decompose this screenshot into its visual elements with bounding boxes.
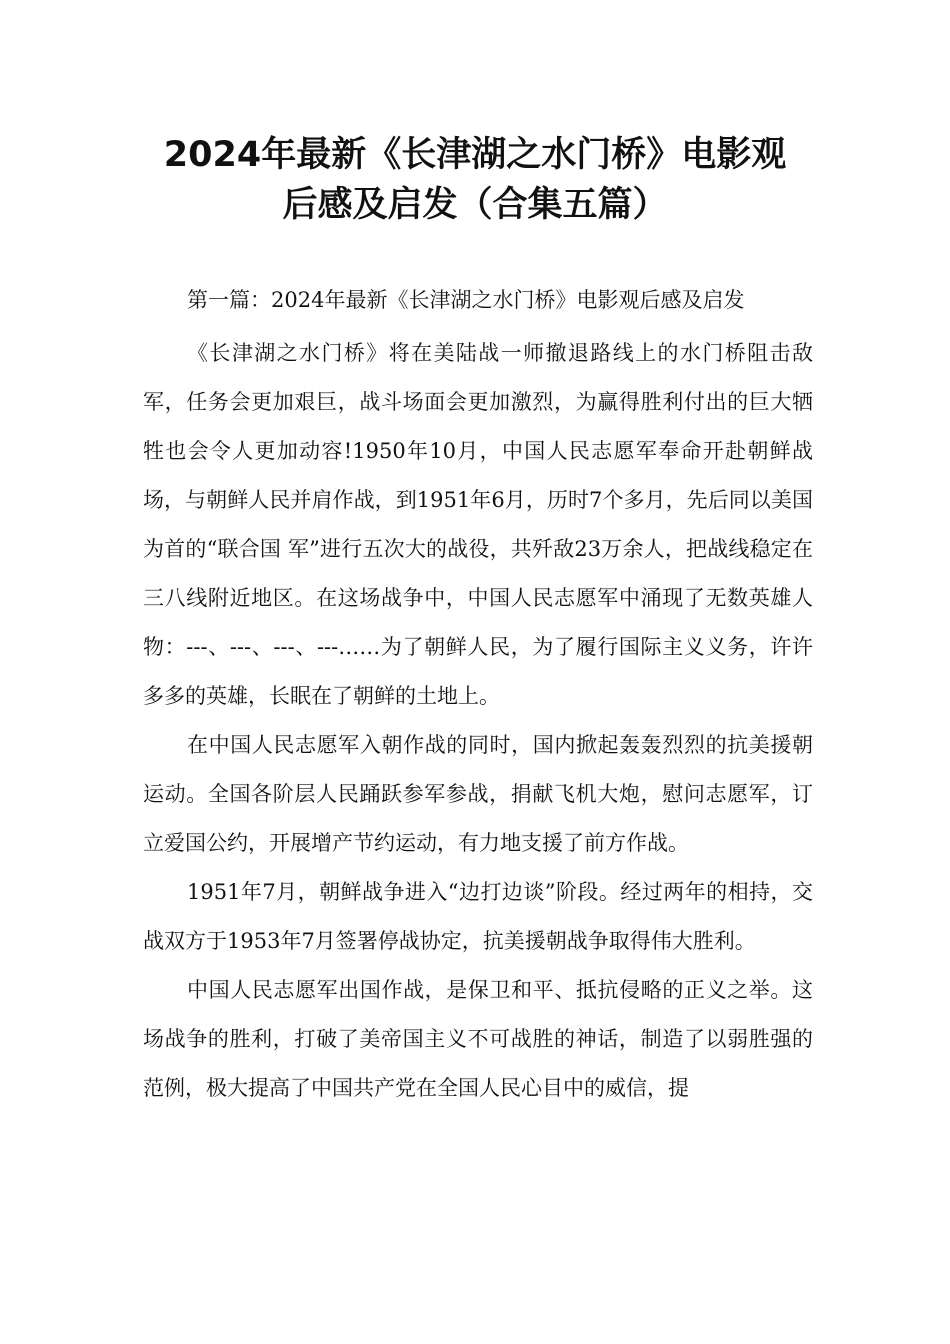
section-heading: 第一篇：2024年最新《长津湖之水门桥》电影观后感及启发 (187, 288, 745, 312)
document-body (143, 329, 813, 1113)
document-title-line-1: 2024年最新《长津湖之水门桥》电影观 (163, 135, 787, 175)
paragraph: 在中国人民志愿军入朝作战的同时，国内掀起轰轰烈烈的抗美援朝运动。全国各阶层人民踊跃参军参战，捐献飞机大炮，慰问志愿军，订立爱国公约，开展增产节约运动，有力地支援了前方作战。 (143, 733, 813, 855)
paragraph: 1951年7月，朝鲜战争进入“边打边谈”阶段。经过两年的相持，交战双方于1953年7月签署停战协定，抗美援朝战争取得伟大胜利。 (143, 880, 813, 953)
paragraph: 中国人民志愿军出国作战，是保卫和平、抵抗侵略的正义之举。这场战争的胜利，打破了美帝国主义不可战胜的神话，制造了以弱胜强的范例，极大提高了中国共产党在全国人民心目中的威信，提 (143, 978, 813, 1100)
paragraph: 《长津湖之水门桥》将在美陆战一师撤退路线上的水门桥阻击敌军，任务会更加艰巨，战斗场面会更加激烈，为赢得胜利付出的巨大牺牲也会令人更加动容!1950年10月，中国人民志愿军奉命开赴朝鲜战场，与朝鲜人民并肩作战，到1951年6月，历时7个多月，先后同以美国为首的“联合国 军”进行五次大的战役，共歼敌23万余人，把战线稳定在三八线附近地区。在这场战争中，中国人民志愿军中涌现了无数英雄人物：---、---、---、---……为了朝鲜人民，为了履行国际主义义务，许许多多的英雄，长眠在了朝鲜的土地上。 (143, 341, 813, 708)
document-title-line-2: 后感及启发（合集五篇） (282, 185, 668, 225)
